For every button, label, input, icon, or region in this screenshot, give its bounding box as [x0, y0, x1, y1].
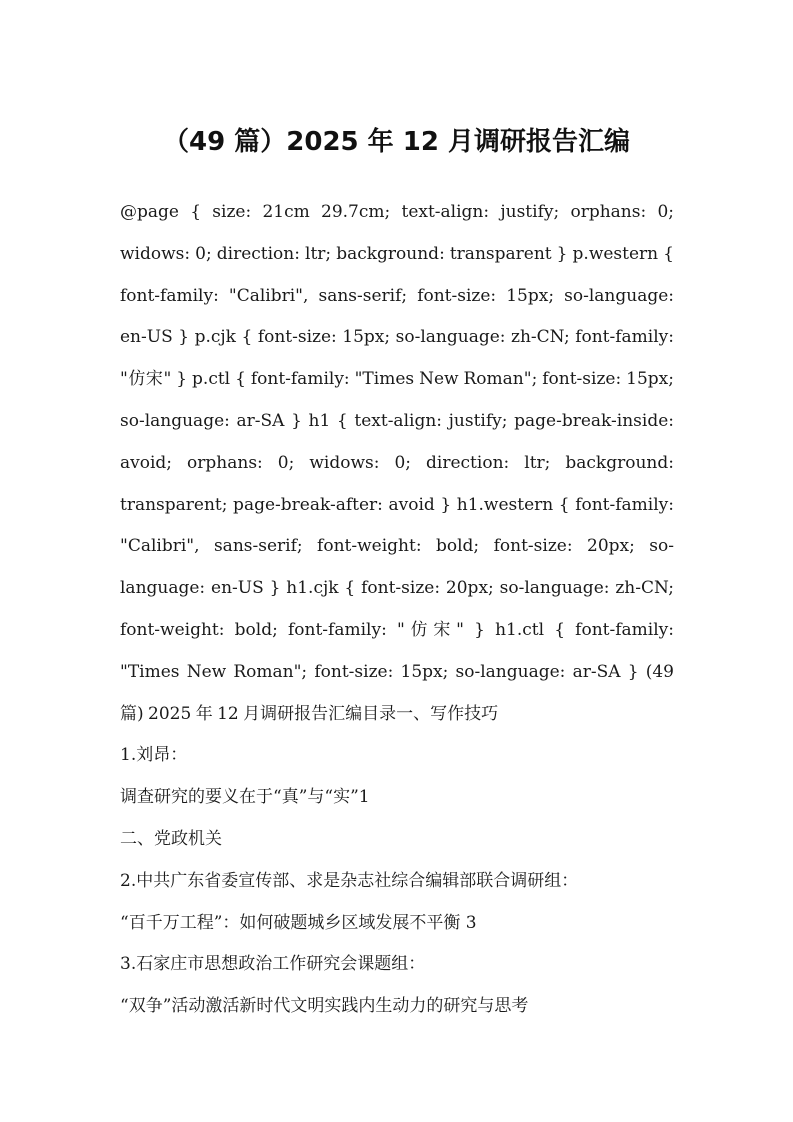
- toc-line-4: “百千万工程”：如何破题城乡区域发展不平衡 3: [120, 912, 477, 933]
- document-title: （49 篇）2025 年 12 月调研报告汇编: [163, 127, 630, 157]
- css-text-paragraph: @page { size: 21cm 29.7cm; text-align: justify; orphans: 0; widows: 0; direction: ltr; background: transparent } p.western { font-family: "Calibri", sans-serif; font-size: 15px; so-language: en-US } p.cjk { font-size: 15px; so-language: zh-CN; font-family: "仿宋" } p.ctl { font-family: "Times New Roman"; font-size: 15px; so-language: ar-SA } h1 { text-align: justify; page-break-inside: avoid; orphans: 0; widows: 0; direction: ltr; background: transparent; page-break-after: avoid } h1.western { font-family: "Calibri", sans-serif; font-weight: bold; font-size: 20px; so-language: en-US } h1.cjk { font-size: 20px; so-language: zh-CN; font-weight: bold; font-family: "仿宋" } h1.ctl { font-family: "Times New Roman"; font-size: 15px; so-language: ar-SA } (49 篇) 2025 年 12 月调研报告汇编目录一、写作技巧: [120, 202, 674, 724]
- document-body: [120, 192, 674, 1028]
- toc-line-2: 调查研究的要义在于“真”与“实”1: [120, 787, 370, 808]
- toc-line-6: “双争”活动激活新时代文明实践内生动力的研究与思考: [120, 996, 529, 1017]
- toc-line-1: 1.刘昂：: [120, 745, 188, 766]
- toc-section-heading: 二、党政机关: [120, 828, 222, 849]
- toc-line-5: 3.石家庄市思想政治工作研究会课题组：: [120, 954, 426, 975]
- toc-line-3: 2.中共广东省委宣传部、求是杂志社综合编辑部联合调研组：: [120, 870, 579, 891]
